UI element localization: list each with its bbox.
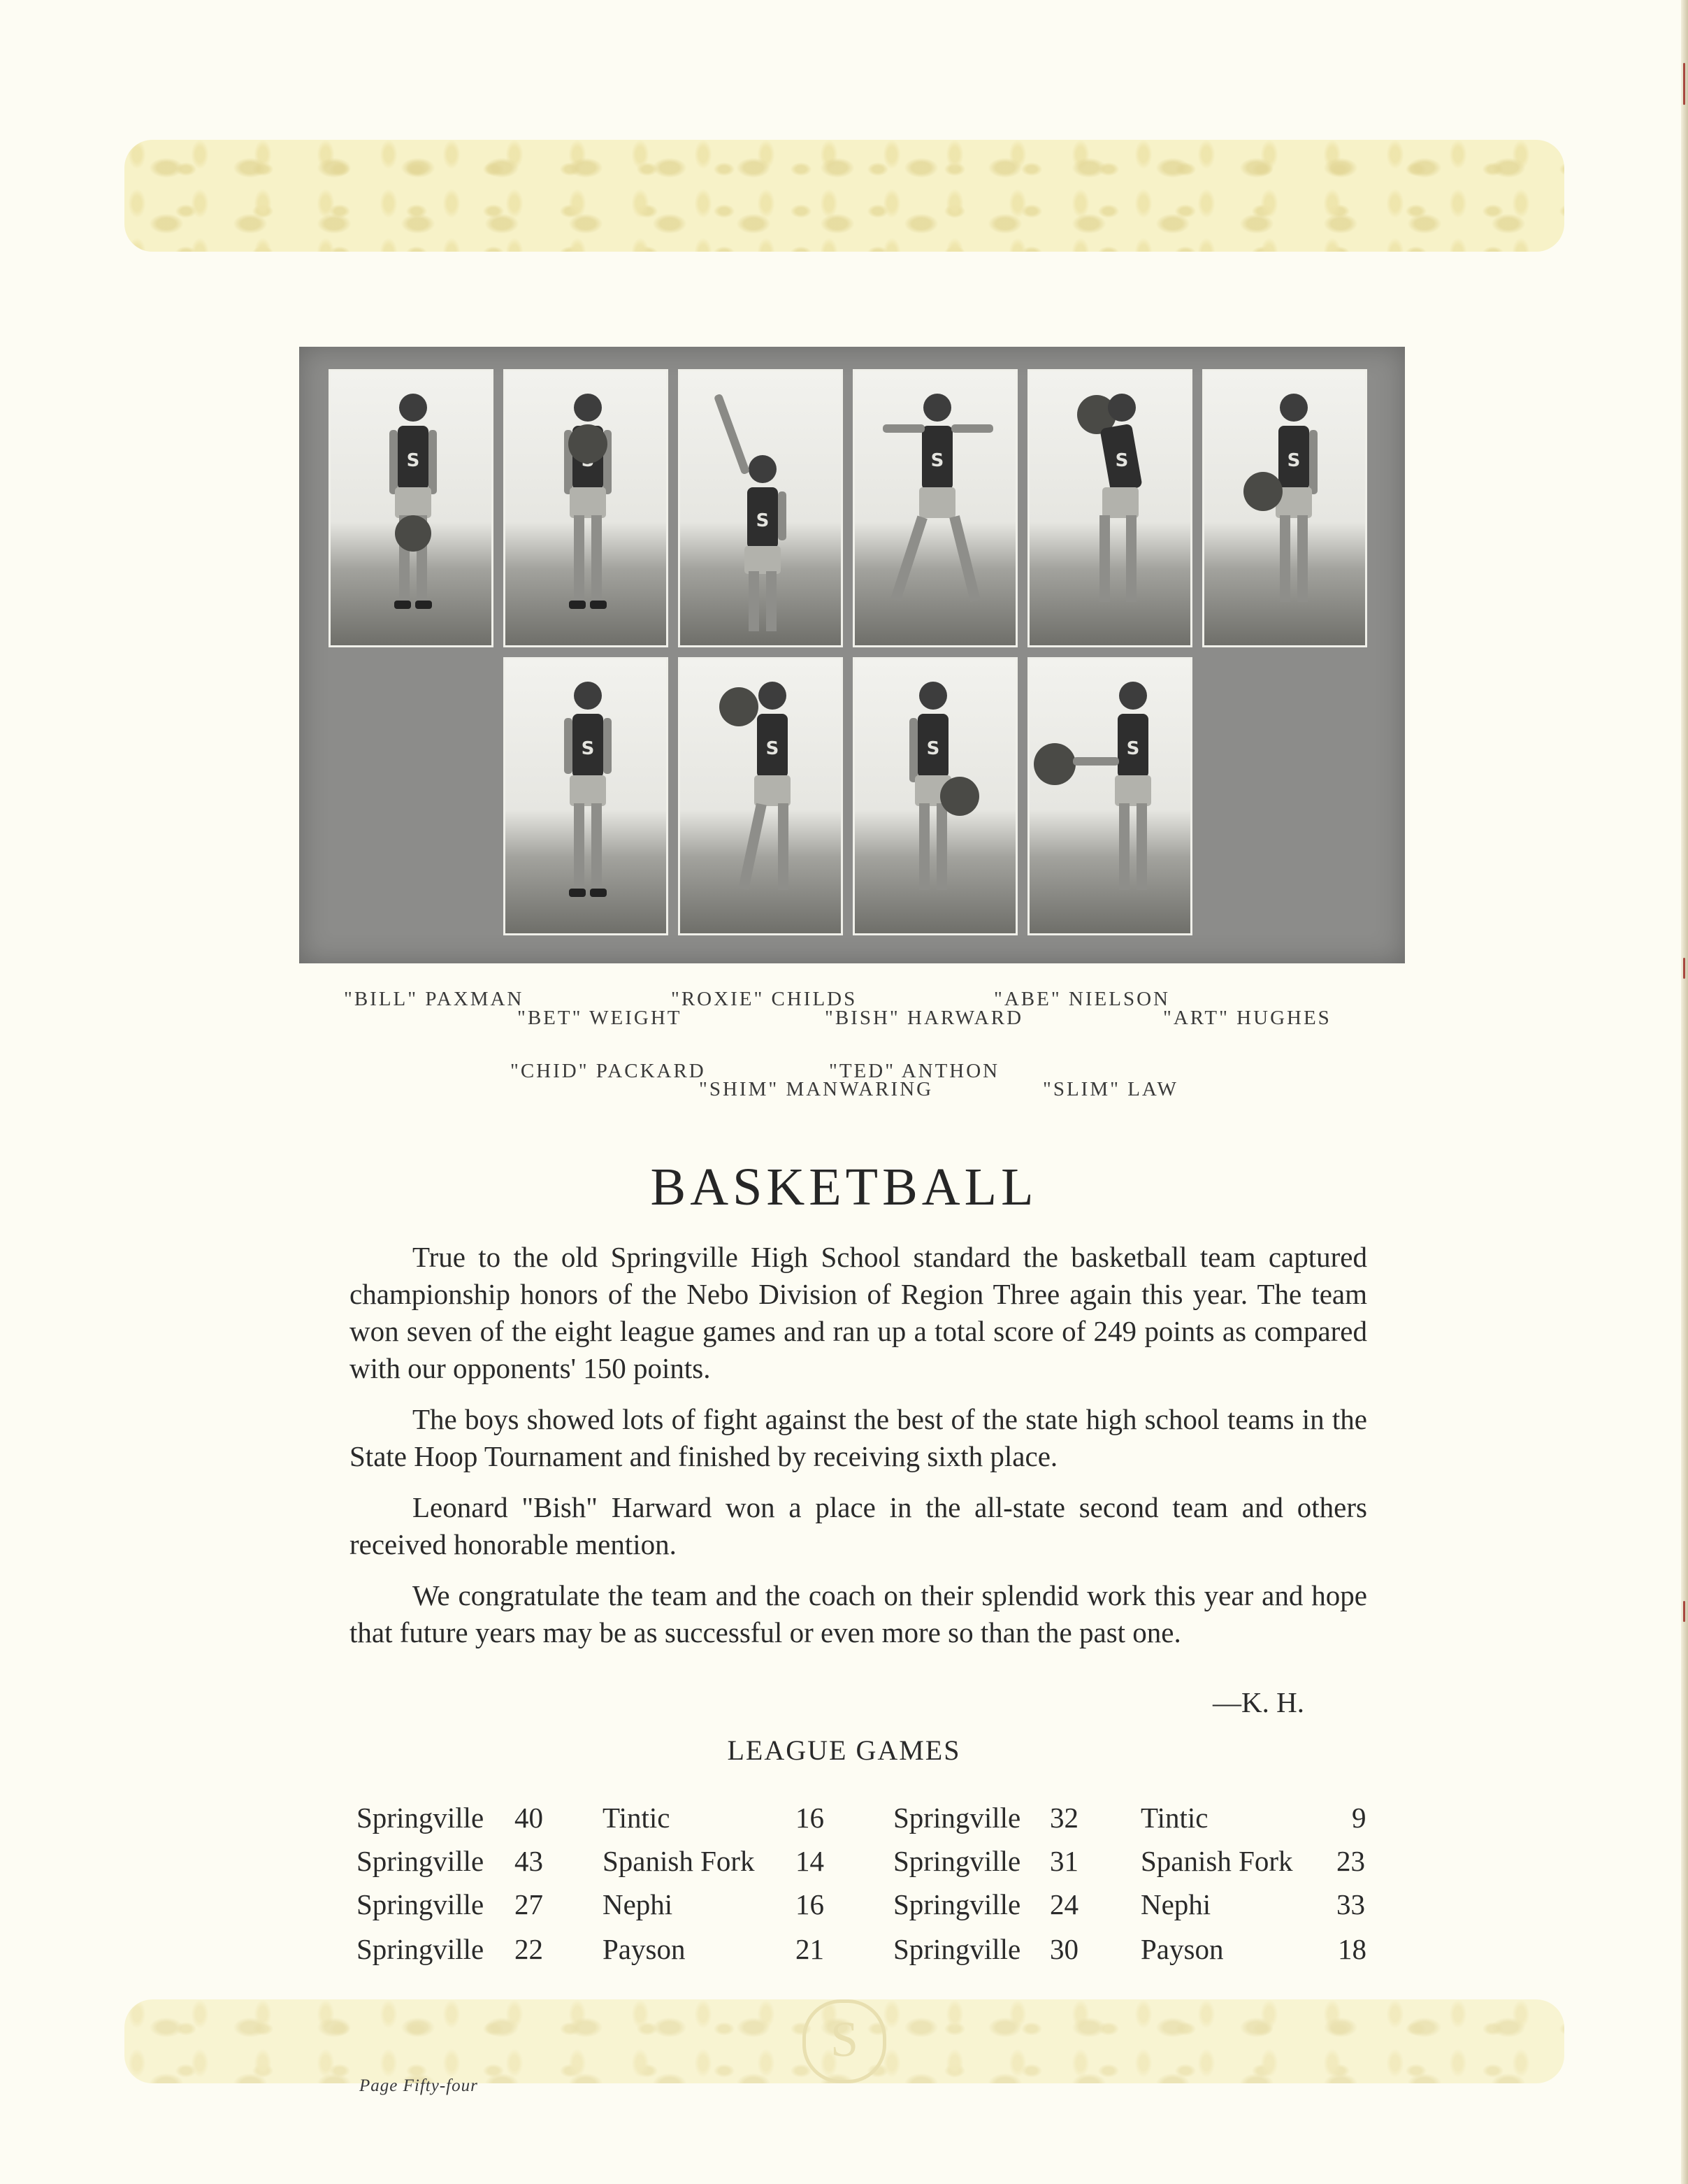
game-opponent: Tintic bbox=[603, 1802, 670, 1834]
school-emblem-icon: S bbox=[802, 1999, 886, 2083]
player-photo bbox=[503, 369, 668, 647]
jersey-letter: S bbox=[406, 450, 420, 471]
paragraph-text: We congratulate the team and the coach on their splendid work this year and hope that future years may be as successful or even more so than the past one. bbox=[349, 1579, 1367, 1648]
bottom-ornament bbox=[124, 1999, 1564, 2083]
article-paragraph bbox=[349, 1239, 1367, 1387]
game-opponent: Tintic bbox=[1141, 1802, 1209, 1834]
jersey-letter: S bbox=[1287, 450, 1301, 471]
article-paragraph bbox=[349, 1489, 1367, 1563]
page-number: Page Fifty-four bbox=[359, 2076, 478, 2095]
jersey-letter: S bbox=[1115, 450, 1129, 471]
player-caption: "ROXIE" CHILDS bbox=[671, 988, 858, 1010]
game-team: Springville bbox=[893, 1888, 1021, 1920]
jersey-letter: S bbox=[765, 738, 779, 759]
player-figure-icon bbox=[1030, 659, 1192, 935]
player-caption: "CHID" PACKARD bbox=[510, 1060, 706, 1082]
player-figure-icon bbox=[855, 659, 1018, 935]
game-opponent: Spanish Fork bbox=[1141, 1845, 1293, 1877]
game-team: Springville bbox=[893, 1933, 1021, 1965]
page-edge bbox=[1681, 0, 1688, 2184]
game-team: Springville bbox=[356, 1845, 484, 1877]
player-figure-icon bbox=[680, 371, 843, 647]
player-photo bbox=[503, 657, 668, 935]
player-photo bbox=[1202, 369, 1367, 647]
player-photo bbox=[678, 657, 843, 935]
player-caption: "BILL" PAXMAN bbox=[344, 988, 524, 1010]
game-opponent: Nephi bbox=[603, 1888, 673, 1920]
game-score: 32 bbox=[1050, 1802, 1079, 1834]
player-figure-icon bbox=[505, 371, 668, 647]
player-figure-icon bbox=[680, 659, 843, 935]
edge-mark bbox=[1683, 958, 1685, 979]
page-title: BASKETBALL bbox=[650, 1158, 1038, 1216]
game-team: Springville bbox=[893, 1845, 1021, 1877]
game-opponent-score: 9 bbox=[1352, 1802, 1366, 1834]
game-opponent-score: 18 bbox=[1338, 1933, 1366, 1965]
game-opponent: Payson bbox=[603, 1933, 686, 1965]
player-caption: "TED" ANTHON bbox=[829, 1060, 1000, 1082]
jersey-letter: S bbox=[756, 510, 770, 531]
article-paragraph bbox=[349, 1401, 1367, 1475]
player-figure-icon bbox=[1204, 371, 1367, 647]
paragraph-text: True to the old Springville High School standard the basketball team captured championship honors of the Nebo Division of Region Three again this year. The team won seven of the eight league games and ran up a total score of 249 points as compared with our opponents' 150 points. bbox=[349, 1241, 1367, 1384]
player-figure-icon bbox=[331, 371, 493, 647]
edge-mark bbox=[1683, 1601, 1685, 1622]
league-games-title: LEAGUE GAMES bbox=[727, 1734, 961, 1766]
game-score: 30 bbox=[1050, 1933, 1079, 1965]
player-photo bbox=[678, 369, 843, 647]
game-score: 24 bbox=[1050, 1888, 1079, 1920]
paragraph-text: Leonard "Bish" Harward won a place in the all-state second team and others received honorable mention. bbox=[349, 1491, 1367, 1560]
jersey-letter: S bbox=[926, 738, 940, 759]
player-photo bbox=[1027, 369, 1192, 647]
game-score: 22 bbox=[514, 1933, 543, 1965]
game-opponent-score: 14 bbox=[795, 1845, 824, 1877]
jersey-letter: S bbox=[930, 450, 944, 471]
game-team: Springville bbox=[356, 1933, 484, 1965]
game-score: 43 bbox=[514, 1845, 543, 1877]
player-figure-icon bbox=[505, 659, 668, 935]
player-caption: "ABE" NIELSON bbox=[994, 988, 1170, 1010]
player-photo bbox=[853, 369, 1018, 647]
game-opponent-score: 23 bbox=[1336, 1845, 1365, 1877]
jersey-letter: S bbox=[1126, 738, 1140, 759]
game-opponent-score: 21 bbox=[795, 1933, 824, 1965]
player-caption: "SLIM" LAW bbox=[1043, 1078, 1178, 1100]
game-opponent-score: 33 bbox=[1336, 1888, 1365, 1920]
author-signature: —K. H. bbox=[1213, 1686, 1304, 1718]
game-team: Springville bbox=[893, 1802, 1021, 1834]
team-photo-panel bbox=[299, 347, 1405, 963]
edge-mark bbox=[1683, 63, 1685, 105]
game-score: 31 bbox=[1050, 1845, 1079, 1877]
game-opponent-score: 16 bbox=[795, 1802, 824, 1834]
player-photo bbox=[329, 369, 493, 647]
player-caption: "SHIM" MANWARING bbox=[699, 1078, 934, 1100]
top-ornament bbox=[124, 140, 1564, 252]
article-paragraph bbox=[349, 1577, 1367, 1651]
game-score: 27 bbox=[514, 1888, 543, 1920]
player-figure-icon bbox=[855, 371, 1018, 647]
game-team: Springville bbox=[356, 1888, 484, 1920]
game-opponent: Nephi bbox=[1141, 1888, 1211, 1920]
game-score: 40 bbox=[514, 1802, 543, 1834]
player-figure-icon bbox=[1030, 371, 1192, 647]
player-caption: "BET" WEIGHT bbox=[517, 1007, 682, 1029]
jersey-letter: S bbox=[581, 738, 595, 759]
paragraph-text: The boys showed lots of fight against the best of the state high school teams in the State Hoop Tournament and finished by receiving sixth place. bbox=[349, 1403, 1367, 1472]
player-caption: "ART" HUGHES bbox=[1163, 1007, 1332, 1029]
game-opponent-score: 16 bbox=[795, 1888, 824, 1920]
game-opponent: Spanish Fork bbox=[603, 1845, 755, 1877]
game-team: Springville bbox=[356, 1802, 484, 1834]
player-photo bbox=[853, 657, 1018, 935]
player-caption: "BISH" HARWARD bbox=[825, 1007, 1024, 1029]
player-photo bbox=[1027, 657, 1192, 935]
game-opponent: Payson bbox=[1141, 1933, 1224, 1965]
